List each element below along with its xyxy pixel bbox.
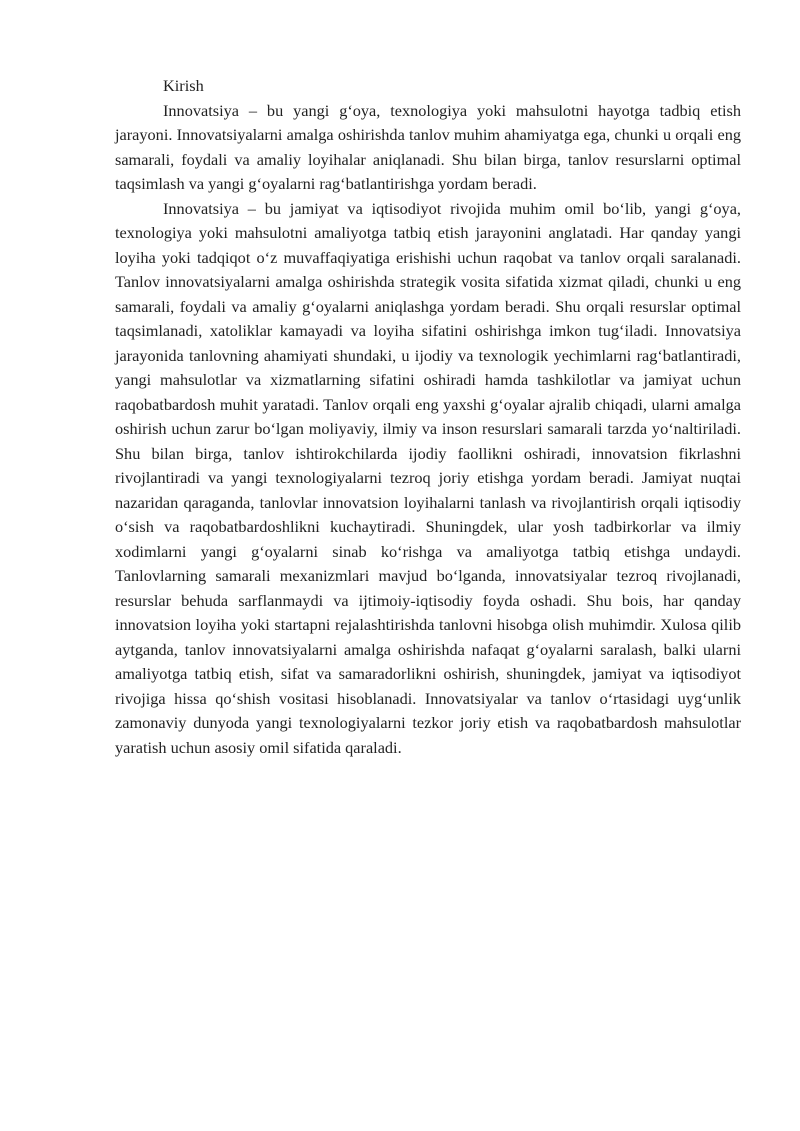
document-body: [115, 74, 741, 760]
paragraph-intro: Innovatsiya – bu yangi g‘oya, texnologiya yoki mahsulotni hayotga tadbiq etish jarayoni. Innovatsiyalarni amalga oshirishda tanlov muhim ahamiyatga ega, chunki u orqali eng samarali, foydali va amaliy loyihalar aniqlanadi. Shu bilan birga, tanlov resurslarni optimal taqsimlash va yangi g‘oyalarni rag‘batlantirishga yordam beradi.: [115, 100, 741, 193]
section-heading: Kirish: [163, 76, 204, 95]
paragraph-main: Innovatsiya – bu jamiyat va iqtisodiyot rivojida muhim omil bo‘lib, yangi g‘oya, texnologiya yoki mahsulotni amaliyotga tatbiq etish jarayonini anglatadi. Har qanday yangi loyiha yoki tadqiqot o‘z muvaffaqiyatiga erishishi uchun raqobat va tanlov orqali saralanadi. Tanlov innovatsiyalarni amalga oshirishda strategik vosita sifatida xizmat qiladi, chunki u eng samarali, foydali va amaliy g‘oyalarni aniqlashga yordam beradi. Shu orqali resurslar optimal taqsimlanadi, xatoliklar kamayadi va loyiha sifatini oshirishga imkon tug‘iladi. Innovatsiya jarayonida tanlovning ahamiyati shundaki, u ijodiy va texnologik yechimlarni rag‘batlantiradi, yangi mahsulotlar va xizmatlarning sifatini oshiradi hamda tashkilotlar va jamiyat uchun raqobatbardosh muhit yaratadi. Tanlov orqali eng yaxshi g‘oyalar ajralib chiqadi, ularni amalga oshirish uchun zarur bo‘lgan moliyaviy, ilmiy va inson resurslari samarali tarzda yo‘naltiriladi. Shu bilan birga, tanlov ishtirokchilarda ijodiy faollikni oshiradi, innovatsion fikrlashni rivojlantiradi va yangi texnologiyalarni tezroq joriy etishga yordam beradi. Jamiyat nuqtai nazaridan qaraganda, tanlovlar innovatsion loyihalarni tanlash va rivojlantirish orqali iqtisodiy o‘sish va raqobatbardoshlikni kuchaytiradi. Shuningdek, ular yosh tadbirkorlar va ilmiy xodimlarni yangi g‘oyalarni sinab ko‘rishga va amaliyotga tatbiq etishga undaydi. Tanlovlarning samarali mexanizmlari mavjud bo‘lganda, innovatsiyalar tezroq rivojlanadi, resurslar behuda sarflanmaydi va ijtimoiy-iqtisodiy foyda oshadi. Shu bois, har qanday innovatsion loyiha yoki startapni rejalashtirishda tanlovni hisobga olish muhimdir. Xulosa qilib aytganda, tanlov innovatsiyalarni amalga oshirishda nafaqat g‘oyalarni saralash, balki ularni amaliyotga tatbiq etish, sifat va samaradorlikni oshirish, shuningdek, jamiyat va iqtisodiyot rivojiga hissa qo‘shish vositasi hisoblanadi. Innovatsiyalar va tanlov o‘rtasidagi uyg‘unlik zamonaviy dunyoda yangi texnologiyalarni tezkor joriy etish va raqobatbardosh mahsulotlar yaratish uchun asosiy omil sifatida qaraladi.: [115, 198, 741, 757]
